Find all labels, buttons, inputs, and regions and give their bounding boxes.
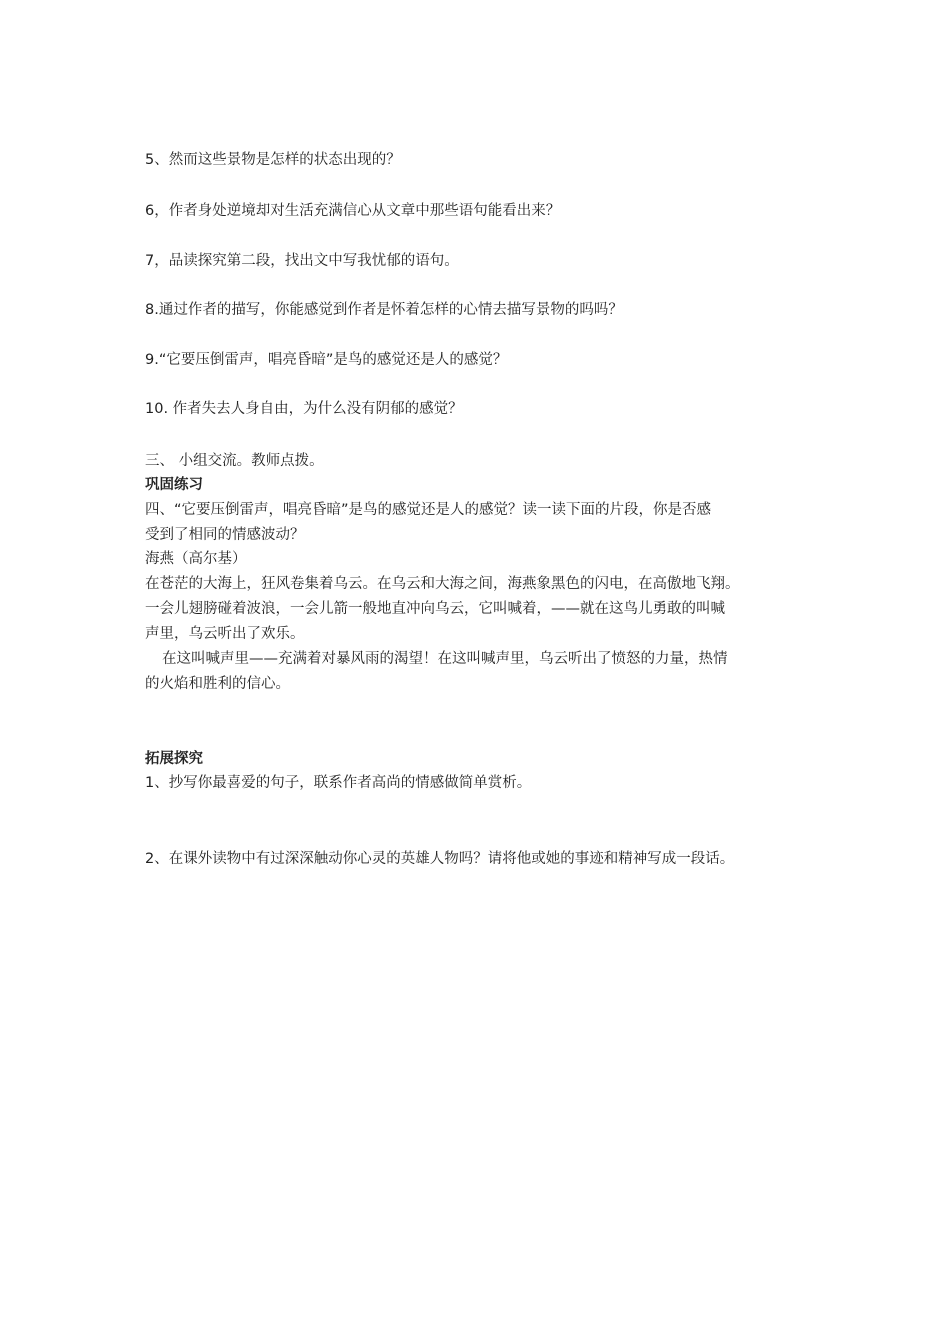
- passage-line: 声里，乌云听出了欢乐。: [145, 626, 305, 642]
- passage-line: 在这叫喊声里——充满着对暴风雨的渴望！在这叫喊声里，乌云听出了愤怒的力量，热情: [162, 651, 728, 667]
- extension-heading: 拓展探究: [145, 751, 203, 767]
- passage-line: 的火焰和胜利的信心。: [145, 676, 290, 692]
- consolidation-heading: 巩固练习: [145, 477, 203, 493]
- extension-item-2: 2、在课外读物中有过深深触动你心灵的英雄人物吗？请将他或她的事迹和精神写成一段话。: [145, 851, 735, 867]
- section-three: 三、 小组交流。教师点拨。: [145, 453, 324, 469]
- question-7: 7，品读探究第二段，找出文中写我忧郁的语句。: [145, 253, 459, 269]
- question-8: 8.通过作者的描写，你能感觉到作者是怀着怎样的心情去描写景物的吗吗？: [145, 302, 623, 318]
- passage-line: 在苍茫的大海上，狂风卷集着乌云。在乌云和大海之间，海燕象黑色的闪电，在高傲地飞翔。: [145, 576, 740, 592]
- question-6: 6，作者身处逆境却对生活充满信心从文章中那些语句能看出来？: [145, 203, 561, 219]
- passage-line: 一会儿翅膀碰着波浪，一会儿箭一般地直冲向乌云，它叫喊着，——就在这鸟儿勇敢的叫喊: [145, 601, 725, 617]
- question-10: 10. 作者失去人身自由，为什么没有阴郁的感觉？: [145, 401, 463, 417]
- question-5: 5、然而这些景物是怎样的状态出现的？: [145, 152, 401, 168]
- consolidation-prompt-line2: 受到了相同的情感波动？: [145, 527, 305, 543]
- extension-item-1: 1、抄写你最喜爱的句子，联系作者高尚的情感做简单赏析。: [145, 775, 532, 791]
- passage-title: 海燕（高尔基）: [145, 551, 247, 567]
- consolidation-prompt-line1: 四、“它要压倒雷声，唱亮昏暗”是鸟的感觉还是人的感觉？读一读下面的片段，你是否感: [145, 502, 712, 518]
- question-9: 9.“它要压倒雷声，唱亮昏暗”是鸟的感觉还是人的感觉？: [145, 352, 508, 368]
